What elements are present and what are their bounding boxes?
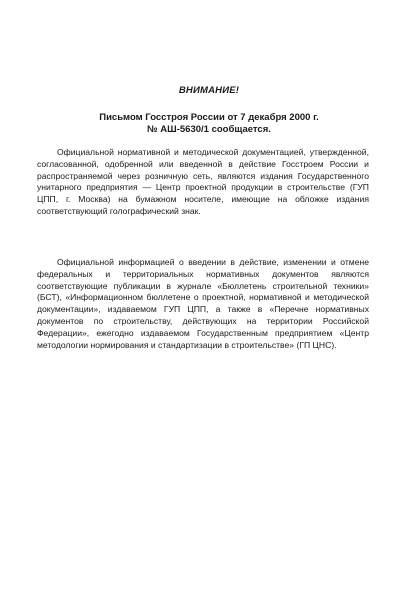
paragraph-official-information: Официальной информацией о введении в действие, изменении и отмене федеральных и территориальных нормативных документов являются соответствующие публикации в журнале «Бюллетень строительной техники» (БСТ), «Информационном бюллетене о проектной, нормативной и методической документации», издаваемом ГУП ЦПП, а также в «Перечне нормативных документов по строительству, действующих на территории Российской Федерации», ежегодно издаваемом Государственным предприятием «Центр методологии нормирования и стандартизации в строительстве» (ГП ЦНС). bbox=[37, 257, 369, 350]
notice-subheading bbox=[60, 112, 358, 136]
subheading-line-2: № АШ-5630/1 сообщается. bbox=[147, 124, 271, 135]
subheading-line-1: Письмом Госстроя России от 7 декабря 2000 г. bbox=[99, 112, 319, 123]
paragraph-official-documentation: Официальной нормативной и методической документацией, утвержденной, согласованной, одобренной или введенной в действие Госстроем России и распространяемой через розничную сеть, являются издания Государственного унитарного предприятия — Центр проектной продукции в строительстве (ГУП ЦПП, г. Москва) на бумажном носителе, имеющие на обложке издания соответствующий голографический знак. bbox=[37, 147, 369, 216]
notice-heading: ВНИМАНИЕ! bbox=[178, 85, 240, 96]
